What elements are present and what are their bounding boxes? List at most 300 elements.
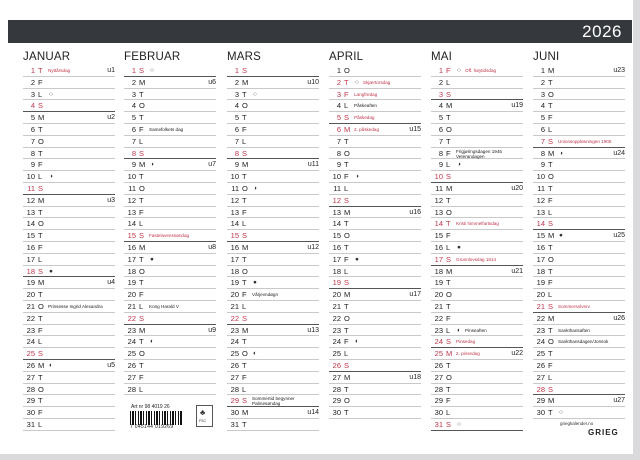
weekday-letter: T (548, 325, 553, 335)
day-row (23, 325, 115, 337)
day-number: 16 (127, 242, 136, 252)
day-number: 8 (234, 148, 239, 158)
day-number: 13 (434, 207, 443, 217)
weekday-letter: M (548, 148, 555, 158)
day-row (533, 384, 625, 396)
day-number: 17 (434, 254, 443, 264)
day-row (329, 372, 421, 384)
weekday-letter: F (344, 254, 349, 264)
weekday-letter: T (548, 183, 553, 193)
day-row (124, 348, 216, 360)
day-number: 15 (230, 231, 239, 241)
day-number: 27 (434, 372, 443, 382)
day-row (329, 124, 421, 136)
day-row (23, 89, 115, 101)
moon-phase-icon: ● (150, 255, 154, 263)
day-note (456, 149, 502, 159)
day-row (23, 171, 115, 183)
day-row (329, 136, 421, 148)
day-row (533, 124, 625, 136)
day-number: 25 (332, 349, 341, 359)
weekday-letter: T (139, 195, 144, 205)
day-row (23, 159, 115, 171)
day-row (23, 148, 115, 160)
day-number: 6 (30, 124, 35, 134)
weekday-letter: T (139, 172, 144, 182)
day-note: Sommersolverv (558, 303, 590, 309)
day-row (124, 183, 216, 195)
day-row (124, 100, 216, 112)
day-row (227, 242, 319, 254)
weekday-letter: L (242, 136, 247, 146)
weekday-letter: S (344, 113, 350, 123)
day-number: 8 (336, 148, 341, 158)
weekday-letter: S (446, 89, 452, 99)
day-number: 18 (230, 266, 239, 276)
day-row (533, 171, 625, 183)
weekday-letter: L (242, 384, 247, 394)
weekday-letter: L (446, 242, 451, 252)
day-number: 10 (127, 172, 136, 182)
weekday-letter: F (38, 77, 43, 87)
day-row (431, 207, 523, 219)
day-number: 17 (127, 254, 136, 264)
day-number: 22 (434, 313, 443, 323)
weekday-letter: S (242, 396, 248, 406)
day-number: 8 (131, 148, 136, 158)
day-number: 5 (131, 113, 136, 123)
day-row (431, 112, 523, 124)
day-row (533, 207, 625, 219)
day-row (431, 100, 523, 112)
day-number: 6 (131, 124, 136, 134)
day-row (533, 242, 625, 254)
month-name: JUNI (533, 51, 560, 63)
weekday-letter: O (38, 384, 44, 394)
day-row (329, 395, 421, 407)
day-row (431, 348, 523, 360)
weekday-letter: O (548, 172, 554, 182)
day-row (329, 183, 421, 195)
day-number: 26 (230, 360, 239, 370)
weekday-letter: S (446, 254, 452, 264)
moon-phase-icon: ○ (457, 420, 461, 428)
weekday-letter: O (344, 396, 350, 406)
day-number: 12 (26, 195, 35, 205)
day-number: 28 (434, 384, 443, 394)
week-number: u6 (208, 78, 216, 86)
weekday-letter: T (548, 408, 553, 418)
day-row (329, 254, 421, 266)
day-row (431, 159, 523, 171)
day-number: 21 (332, 301, 341, 311)
weekday-letter: T (242, 195, 247, 205)
day-number: 18 (26, 266, 35, 276)
weekday-letter: M (242, 408, 249, 418)
day-number: 2 (540, 77, 545, 87)
day-note-line: Frigjøringsdagen 1945 (456, 148, 502, 154)
week-number: u15 (409, 125, 421, 133)
day-number: 6 (540, 124, 545, 134)
day-row (533, 195, 625, 207)
day-number: 5 (30, 113, 35, 123)
day-row (124, 325, 216, 337)
weekday-letter: F (446, 148, 451, 158)
day-row (431, 407, 523, 419)
day-number: 16 (434, 242, 443, 252)
day-number: 7 (540, 136, 545, 146)
day-number: 26 (434, 360, 443, 370)
day-row (124, 372, 216, 384)
day-number: 30 (536, 408, 545, 418)
day-number: 9 (540, 160, 545, 170)
day-number: 24 (26, 337, 35, 347)
month-column-april (329, 50, 421, 419)
weekday-letter: O (548, 254, 554, 264)
day-number: 2 (336, 77, 341, 87)
day-number: 23 (536, 325, 545, 335)
day-number: 14 (434, 219, 443, 229)
day-number: 26 (536, 360, 545, 370)
day-row (329, 148, 421, 160)
week-number: u19 (511, 102, 523, 110)
day-number: 10 (536, 172, 545, 182)
weekday-letter: T (344, 242, 349, 252)
moon-phase-icon: ● (355, 255, 359, 263)
week-number: u4 (107, 279, 115, 287)
day-number: 21 (434, 301, 443, 311)
day-number: 1 (234, 66, 239, 75)
weekday-letter: M (139, 242, 146, 252)
week-number: u24 (613, 149, 625, 157)
day-row (533, 395, 625, 407)
day-number: 14 (127, 219, 136, 229)
weekday-letter: F (242, 207, 247, 217)
day-row (23, 136, 115, 148)
weekday-letter: F (446, 313, 451, 323)
day-row (23, 124, 115, 136)
day-row (124, 148, 216, 160)
year-header-bar (8, 20, 632, 43)
weekday-letter: T (344, 77, 349, 87)
moon-phase-icon: ◑ (355, 173, 359, 181)
weekday-letter: S (242, 66, 248, 75)
weekday-letter: L (139, 219, 144, 229)
month-name: JANUAR (23, 51, 71, 63)
day-number: 14 (26, 219, 35, 229)
month-name: MAI (431, 51, 453, 63)
day-number: 8 (438, 148, 443, 158)
day-row (329, 289, 421, 301)
weekday-letter: L (242, 219, 247, 229)
day-number: 30 (26, 408, 35, 418)
day-row (227, 207, 319, 219)
weekday-letter: T (548, 160, 553, 170)
weekday-letter: T (548, 349, 553, 359)
day-number: 29 (230, 396, 239, 406)
day-row (227, 230, 319, 242)
day-note: Langfredag (354, 91, 378, 97)
day-number: 1 (438, 66, 443, 75)
fsc-label: FSC (199, 419, 206, 423)
week-number: u3 (107, 196, 115, 204)
weekday-letter: S (446, 172, 452, 182)
day-number: 25 (26, 349, 35, 359)
barcode-number: 7 045144 019269 (130, 424, 174, 430)
moon-phase-icon: ◐ (150, 338, 154, 346)
weekday-letter: S (446, 419, 452, 429)
year-label: 2026 (582, 22, 622, 41)
day-number: 4 (438, 101, 443, 111)
day-number: 11 (128, 183, 136, 193)
day-number: 3 (540, 89, 545, 99)
weekday-letter: L (446, 77, 451, 87)
day-row (227, 277, 319, 289)
day-row (227, 395, 319, 407)
week-number: u13 (307, 326, 319, 334)
weekday-letter: L (446, 408, 451, 418)
barcode (130, 411, 182, 425)
day-row (329, 325, 421, 337)
weekday-letter: F (548, 360, 553, 370)
weekday-letter: T (38, 396, 43, 406)
week-number: u25 (613, 232, 625, 240)
moon-phase-icon: ◑ (253, 184, 257, 192)
day-row (124, 207, 216, 219)
day-number: 23 (26, 325, 35, 335)
day-number: 6 (438, 124, 443, 134)
day-row (23, 65, 115, 77)
article-number: Art nr 98 4019 26 (131, 404, 170, 410)
moon-phase-icon: ◐ (457, 326, 461, 334)
day-row (533, 159, 625, 171)
weekday-letter: O (344, 313, 350, 323)
day-number: 30 (230, 408, 239, 418)
day-number: 15 (127, 231, 136, 241)
week-number: u11 (307, 161, 319, 169)
weekday-letter: L (139, 136, 144, 146)
moon-phase-icon: ● (253, 279, 257, 287)
day-row (533, 313, 625, 325)
day-number: 12 (332, 195, 341, 205)
day-note: Prinsesse Ingrid Alexandra (48, 303, 103, 309)
weekday-letter: S (38, 349, 44, 359)
week-number: u8 (208, 243, 216, 251)
day-row (227, 124, 319, 136)
day-number: 30 (434, 408, 443, 418)
day-row (431, 254, 523, 266)
weekday-letter: M (548, 396, 555, 406)
day-number: 3 (438, 89, 443, 99)
weekday-letter: M (139, 77, 146, 87)
weekday-letter: M (548, 66, 555, 75)
weekday-letter: T (38, 207, 43, 217)
moon-phase-icon: ◑ (150, 161, 154, 169)
weekday-letter: O (38, 219, 44, 229)
day-row (431, 218, 523, 230)
day-row (329, 313, 421, 325)
weekday-letter: T (242, 360, 247, 370)
weekday-letter: T (548, 77, 553, 87)
weekday-letter: M (242, 77, 249, 87)
weekday-letter: L (38, 172, 43, 182)
day-row (23, 348, 115, 360)
day-number: 1 (131, 66, 136, 75)
day-row (124, 89, 216, 101)
day-row (227, 218, 319, 230)
day-row (23, 195, 115, 207)
day-note: Skjærtorsdag (363, 79, 391, 85)
day-row (23, 336, 115, 348)
day-number: 29 (332, 396, 341, 406)
day-number: 23 (127, 325, 136, 335)
day-row (227, 171, 319, 183)
day-row (431, 266, 523, 278)
day-row (124, 124, 216, 136)
weekday-letter: T (139, 337, 144, 347)
day-row (431, 195, 523, 207)
day-row (227, 89, 319, 101)
day-row (124, 159, 216, 171)
day-row (431, 242, 523, 254)
weekday-letter: T (548, 101, 553, 111)
day-number: 22 (127, 313, 136, 323)
weekday-letter: T (548, 266, 553, 276)
weekday-letter: T (446, 113, 451, 123)
weekday-letter: T (242, 337, 247, 347)
weekday-letter: T (344, 136, 349, 146)
day-number: 1 (540, 66, 545, 75)
weekday-letter: S (344, 278, 350, 288)
weekday-letter: T (344, 408, 349, 418)
weekday-letter: S (139, 148, 145, 158)
day-number: 24 (434, 337, 443, 347)
day-number: 6 (336, 124, 341, 134)
day-number: 27 (230, 372, 239, 382)
day-row (227, 348, 319, 360)
weekday-letter: F (548, 113, 553, 123)
day-number: 17 (26, 254, 35, 264)
day-row (431, 313, 523, 325)
day-number: 2 (438, 77, 443, 87)
day-number: 3 (234, 89, 239, 99)
moon-phase-icon: ○ (457, 67, 461, 74)
day-number: 19 (230, 278, 239, 288)
day-number: 20 (26, 290, 35, 300)
weekday-letter: M (242, 160, 249, 170)
day-row (533, 112, 625, 124)
day-row (431, 360, 523, 372)
weekday-letter: O (139, 349, 145, 359)
day-row (23, 313, 115, 325)
day-row (124, 171, 216, 183)
weekday-letter: F (548, 195, 553, 205)
day-row (124, 384, 216, 396)
day-row (23, 372, 115, 384)
day-row (23, 242, 115, 254)
day-row (329, 242, 421, 254)
day-row (23, 183, 115, 195)
day-row (124, 360, 216, 372)
day-row (533, 65, 625, 77)
day-number: 10 (332, 172, 341, 182)
weekday-letter: T (344, 160, 349, 170)
day-row (329, 407, 421, 419)
weekday-letter: M (548, 313, 555, 323)
day-row (329, 230, 421, 242)
weekday-letter: O (242, 349, 248, 359)
day-number: 26 (127, 360, 136, 370)
day-row (227, 65, 319, 77)
day-row (431, 136, 523, 148)
day-row (533, 289, 625, 301)
day-row (23, 254, 115, 266)
day-row (533, 230, 625, 242)
day-number: 15 (536, 231, 545, 241)
day-row (431, 77, 523, 89)
day-number: 20 (536, 290, 545, 300)
day-number: 22 (536, 313, 545, 323)
weekday-letter: S (344, 195, 350, 205)
weekday-letter: S (548, 384, 554, 394)
day-row (329, 89, 421, 101)
day-row (227, 159, 319, 171)
weekday-letter: T (548, 242, 553, 252)
day-row (329, 277, 421, 289)
weekday-letter: L (139, 384, 144, 394)
day-note: Off. høytidsdag (465, 68, 497, 73)
weekday-letter: M (446, 101, 453, 111)
day-number: 1 (336, 66, 341, 75)
day-number: 31 (26, 419, 35, 429)
day-number: 24 (230, 337, 239, 347)
week-number: u17 (409, 291, 421, 299)
weekday-letter: S (139, 313, 145, 323)
day-row (329, 301, 421, 313)
day-number: 4 (131, 101, 136, 111)
weekday-letter: T (38, 231, 43, 241)
day-number: 12 (230, 195, 239, 205)
weekday-letter: T (38, 148, 43, 158)
day-row (124, 230, 216, 242)
day-row (533, 360, 625, 372)
weekday-letter: F (446, 396, 451, 406)
day-row (329, 65, 421, 77)
day-number: 24 (127, 337, 136, 347)
day-row (23, 419, 115, 431)
day-note: Pinsedag (456, 339, 476, 345)
day-number: 7 (336, 136, 341, 146)
moon-phase-icon: ◑ (559, 149, 563, 157)
weekday-letter: O (548, 337, 554, 347)
day-number: 2 (234, 77, 239, 87)
day-row (124, 254, 216, 266)
day-row (124, 136, 216, 148)
moon-phase-icon: ◐ (49, 361, 53, 369)
day-row (124, 195, 216, 207)
day-number: 11 (537, 183, 545, 193)
day-number: 17 (332, 254, 341, 264)
day-number: 19 (332, 278, 341, 288)
weekday-letter: M (446, 349, 453, 359)
weekday-letter: F (344, 172, 349, 182)
day-number: 4 (336, 101, 341, 111)
day-row (23, 407, 115, 419)
day-number: 28 (536, 384, 545, 394)
day-number: 27 (26, 372, 35, 382)
day-number: 15 (332, 231, 341, 241)
weekday-letter: M (344, 124, 351, 134)
